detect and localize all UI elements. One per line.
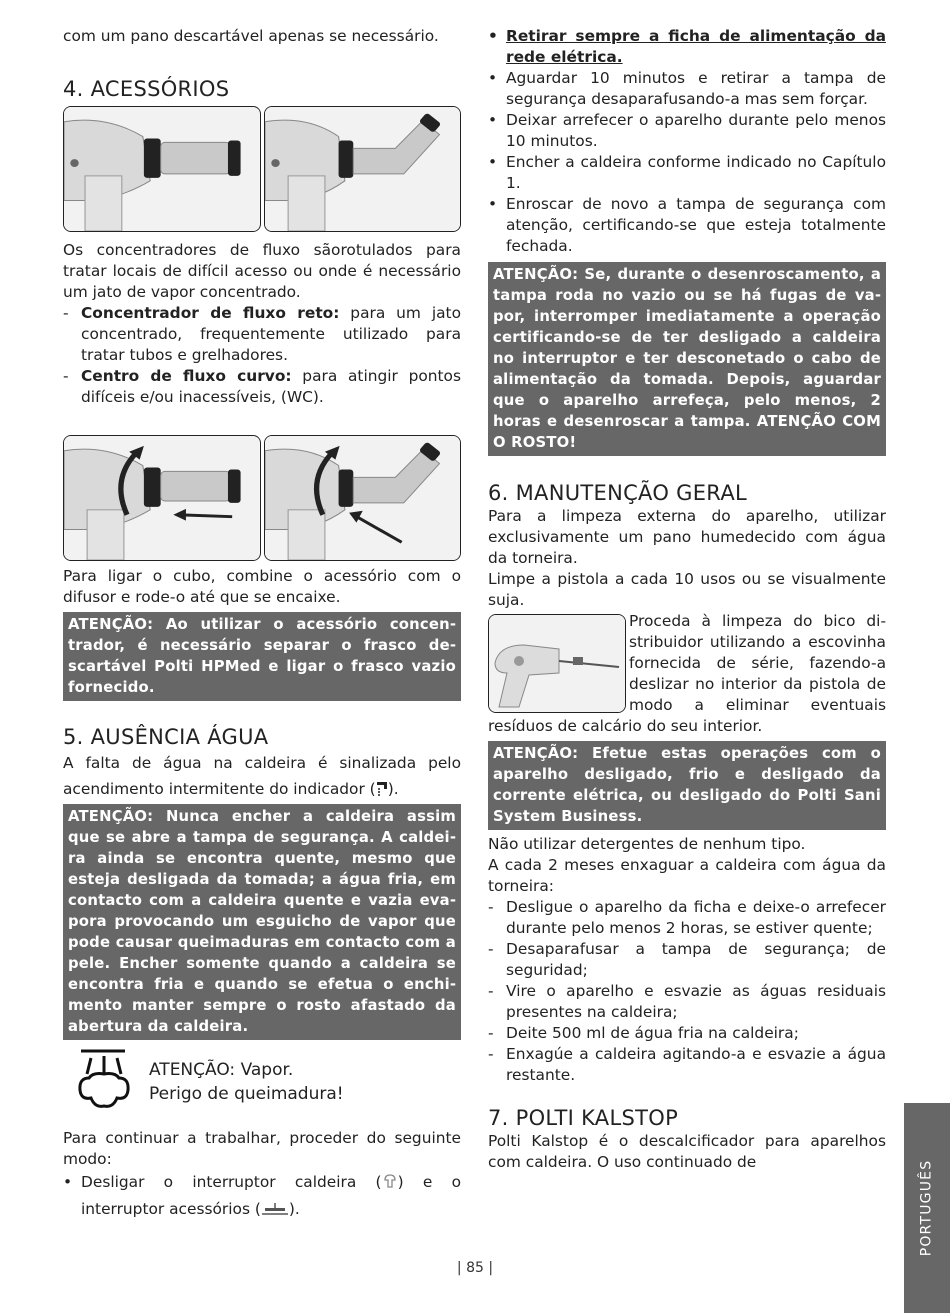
water-indicator-icon <box>376 778 388 804</box>
list-item: - Deite 500 ml de água fria na caldeira; <box>488 1023 886 1044</box>
list-item <box>63 303 461 366</box>
intro-text: com um pano descartável apenas se necessário. <box>63 27 439 45</box>
list-item: • Aguardar 10 minutos e retirar a tampa de segurança desaparafusando-a mas sem forçar. <box>488 68 886 110</box>
list-item: • Retirar sempre a ficha de alimentação da rede elétrica. <box>488 26 886 68</box>
accessory-switch-icon <box>261 1199 289 1224</box>
cleaning-brush-photo <box>488 614 626 713</box>
attach-curved-photo <box>264 435 462 561</box>
continue-list <box>63 1170 461 1224</box>
list-item: • Deixar arrefecer o aparelho durante pelo menos 10 minutos. <box>488 110 886 152</box>
section-6-para-5: A cada 2 meses enxaguar a caldeira com água da torneira: <box>488 856 886 895</box>
vapor-warning <box>77 1048 461 1116</box>
list-item: - Enxagúe a caldeira agitando-a e esvazie a água restante. <box>488 1044 886 1086</box>
boiler-switch-icon <box>382 1172 398 1197</box>
section-5-text <box>63 750 461 804</box>
section-6-para-2: Limpe a pistola a cada 10 usos ou se visualmente suja. <box>488 570 886 609</box>
left-column <box>63 26 461 1224</box>
list-item: • Enroscar de novo a tampa de segurança com atenção, certificando-se que esteja totalmente fechada. <box>488 194 886 257</box>
item-1-label: Concentrador de fluxo reto: <box>81 304 340 322</box>
section-5-text-a: A falta de água na caldeira é sinalizada pelo acendimento intermitente do indicador ( <box>63 754 461 798</box>
section-4-text: Os concentradores de fluxo sãorotulados para tratar locais de difícil acesso ou onde é necessário um jato de vapor concentrado. <box>63 241 461 301</box>
section-7-title: 7. POLTI KALSTOP <box>488 1106 679 1130</box>
bullet-1-c: ). <box>288 1200 300 1218</box>
section-4-title: 4. ACESSÓRIOS <box>63 77 230 101</box>
attach-straight-photo <box>63 435 261 561</box>
curved-concentrator-photo <box>264 106 462 232</box>
list-item: • Encher a caldeira conforme indicado no Capítulo 1. <box>488 152 886 194</box>
language-tab <box>904 1103 950 1313</box>
item-2-text: para atingir pontos difíceis e/ou inacessíveis, (WC). <box>81 367 461 406</box>
attach-photos <box>63 435 461 561</box>
section-6-title: 6. MANUTENÇÃO GERAL <box>488 481 747 505</box>
list-item <box>63 366 461 408</box>
list-item: - Desaparafusar a tampa de segurança; de seguridad; <box>488 939 886 981</box>
steam-hazard-icon <box>77 1048 131 1116</box>
rinse-steps <box>488 897 886 1086</box>
language-tab-label: PORTUGUÊS <box>918 1159 935 1257</box>
section-6-para-4: Não utilizar detergentes de nenhum tipo. <box>488 835 806 853</box>
refill-steps <box>488 26 886 257</box>
accessory-photos <box>63 106 461 232</box>
list-item <box>63 1170 461 1224</box>
section-5-title: 5. AUSÊNCIA ÁGUA <box>63 725 269 749</box>
section-5-text-b: ). <box>387 780 399 798</box>
right-column <box>488 26 886 1173</box>
warning-box: ATENÇÃO: Nunca encher a caldeira assim que se abre a tampa de segurança. A caldeira ainda se encontra quente, mesmo que esteja desligada da tomada; a água fria, em contacto com a caldeira quente e vazia evapora provocando um esguicho de vapor que pode causar queimaduras em contacto com a pele. Encher somente quando a caldeira se encontra fria e quando se efetua o enchimento manter sempre o rosto afastado da abertura da caldeira. <box>63 804 461 1040</box>
accessory-list <box>63 303 461 408</box>
bullet-1-b: ) e o interruptor acessórios ( <box>81 1173 461 1218</box>
item-2-label: Centro de fluxo curvo: <box>81 367 292 385</box>
section-6-para-3: Proceda à limpeza do bico distribuidor utilizando a escovinha fornecida de série, fazendo-a deslizar no interior da pistola de modo a eliminar eventuais resíduos de calcário do seu interior. <box>488 612 886 735</box>
cleaning-block <box>488 611 886 737</box>
vapor-warning-text <box>149 1058 344 1106</box>
section-7-text: Polti Kalstop é o descalcificador para aparelhos com caldeira. O uso continuado de <box>488 1132 886 1171</box>
warning-box: ATENÇÃO: Efetue estas operações com o aparelho desligado, frio e desligado da corrente elétrica, ou desligado do Polti Sani System Business. <box>488 741 886 830</box>
vapor-line-2: Perigo de queimadura! <box>149 1084 344 1104</box>
continue-text: Para continuar a trabalhar, proceder do seguinte modo: <box>63 1129 461 1168</box>
straight-concentrator-photo <box>63 106 261 232</box>
list-item: - Vire o aparelho e esvazie as águas residuais presentes na caldeira; <box>488 981 886 1023</box>
page-number: | 85 | <box>456 1260 494 1276</box>
connect-text: Para ligar o cubo, combine o acessório com o difusor e rode-o até que se encaixe. <box>63 567 461 606</box>
list-item: - Desligue o aparelho da ficha e deixe-o arrefecer durante pelo menos 2 horas, se estiver quente; <box>488 897 886 939</box>
item-1-text: para um jato concentrado, frequentemente utilizado para tratar tubos e grelhadores. <box>81 304 461 364</box>
bullet-1-a: Desligar o interruptor caldeira ( <box>81 1173 382 1191</box>
warning-box: ATENÇÃO: Ao utilizar o acessório concentrador, é necessário separar o frasco descartável Polti HPMed e ligar o frasco vazio fornecido. <box>63 612 461 701</box>
warning-box: ATENÇÃO: Se, durante o desenroscamento, a tampa roda no vazio ou se há fugas de vapor, interromper imediatamente a operação certificando-se de ter desligado a caldeira no interruptor e ter desconetado o cabo de alimentação da tomada. Depois, aguardar que o aparelho arrefeça, pelo menos, 2 horas e desenroscar a tampa. ATENÇÃO COM O ROSTO! <box>488 262 886 456</box>
section-6-para-1: Para a limpeza externa do aparelho, utilizar exclusivamente um pano humedecido com água da torneira. <box>488 507 886 567</box>
vapor-line-1: ATENÇÃO: Vapor. <box>149 1060 294 1080</box>
